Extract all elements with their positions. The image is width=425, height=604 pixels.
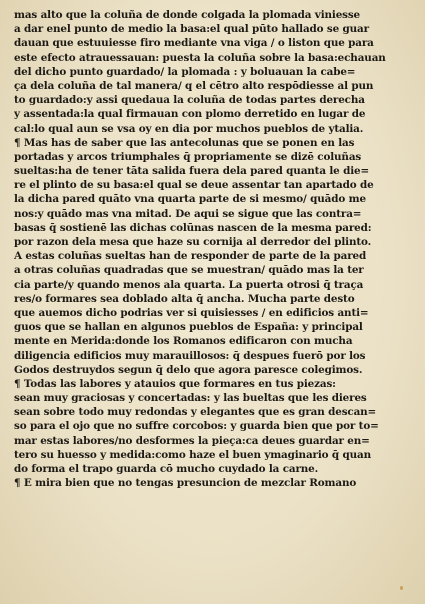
paragraph-start-line: ¶ E mira bien que no tengas presuncion de mezclar Romano: [14, 477, 357, 490]
text-line: a dar enel punto de medio la basa:el qual pūto hallado se guar: [14, 23, 369, 36]
text-line: y assentada:la qual firmauan con plomo derretido en lugar de: [14, 108, 366, 121]
text-line: la dicha pared quāto vna quarta parte de si mesmo/ quādo me: [14, 193, 366, 206]
text-line: tero su huesso y medida:como haze el buen ymaginario q̄ quan: [14, 448, 371, 461]
text-line: a otras coluñas quadradas que se muestran/ quādo mas la ter: [14, 264, 364, 277]
text-line: A estas coluñas sueltas han de responder de parte de la pared: [14, 250, 367, 263]
text-line: res/o formares sea doblado alta q̄ ancha. Mucha parte desto: [14, 292, 355, 305]
text-line: sean muy graciosas y concertadas: y las bueltas que les dieres: [14, 392, 367, 405]
text-line: re el plinto de su basa:el qual se deue assentar tan apartado de: [14, 179, 374, 192]
text-line: mente en Merida:donde los Romanos edificaron con mucha: [14, 335, 353, 348]
text-line: sean sobre todo muy redondas y elegantes que es gran descan=: [14, 406, 377, 419]
text-line: to guardado:y assi quedaua la coluña de todas partes derecha: [14, 94, 365, 107]
text-line: basas q̄ sostienē las dichas colūnas nascen de la mesma pared:: [14, 221, 372, 234]
text-line: mas alto que la coluña de donde colgada la plomada viniesse: [14, 9, 361, 21]
paragraph-start-line: ¶ Todas las labores y atauios que formares en tus piezas:: [14, 377, 336, 390]
text-line: diligencia edificios muy marauillosos: q̄ despues fuerō por los: [14, 349, 366, 362]
body-text: [14, 8, 414, 490]
text-line: sueltas:ha de tener tāta salida fuera dela pared quanta le die=: [14, 165, 370, 178]
text-line: Godos destruydos segun q̄ delo que agora paresce colegimos.: [14, 363, 363, 376]
text-line: por razon dela mesa que haze su cornija al derredor del plinto.: [14, 236, 372, 248]
text-line: que auemos dicho podrias ver si quisiesses / en edificios anti=: [14, 306, 369, 319]
text-line: ça dela coluña de tal manera/ q el cētro alto respōdiesse al pun: [14, 79, 374, 92]
text-line: cia parte/y quando menos ala quarta. La puerta otrosi q̄ traça: [14, 278, 364, 291]
text-line: dauan que estuuiesse firo mediante vna viga / o liston que para: [14, 37, 374, 50]
text-line: cal:lo qual aun se vsa oy en dia por muchos pueblos de ytalia.: [14, 122, 364, 135]
text-line: so para el ojo que no suffre corcobos: y guarda bien que por to=: [14, 420, 379, 433]
text-line: este efecto atrauessauan: puesta la coluña sobre la basa:echauan: [14, 51, 386, 64]
text-line: guos que se hallan en algunos pueblos de España: y principal: [14, 321, 363, 334]
text-line: portadas y arcos triumphales q̄ propriamente se dizē coluñas: [14, 150, 362, 163]
text-line: do forma el trapo guarda cō mucho cuydado la carne.: [14, 463, 319, 475]
text-line: nos:y quādo mas vna mitad. De aqui se sigue que las contra=: [14, 207, 362, 220]
text-line: del dicho punto guardado/ la plomada : y boluauan la cabe=: [14, 65, 356, 78]
paragraph-start-line: ¶ Mas has de saber que las antecolunas que se ponen en las: [14, 136, 355, 149]
text-line: mar estas labores/no desformes la pieça:ca deues guardar en=: [14, 434, 370, 447]
paper-stain: [400, 586, 403, 590]
